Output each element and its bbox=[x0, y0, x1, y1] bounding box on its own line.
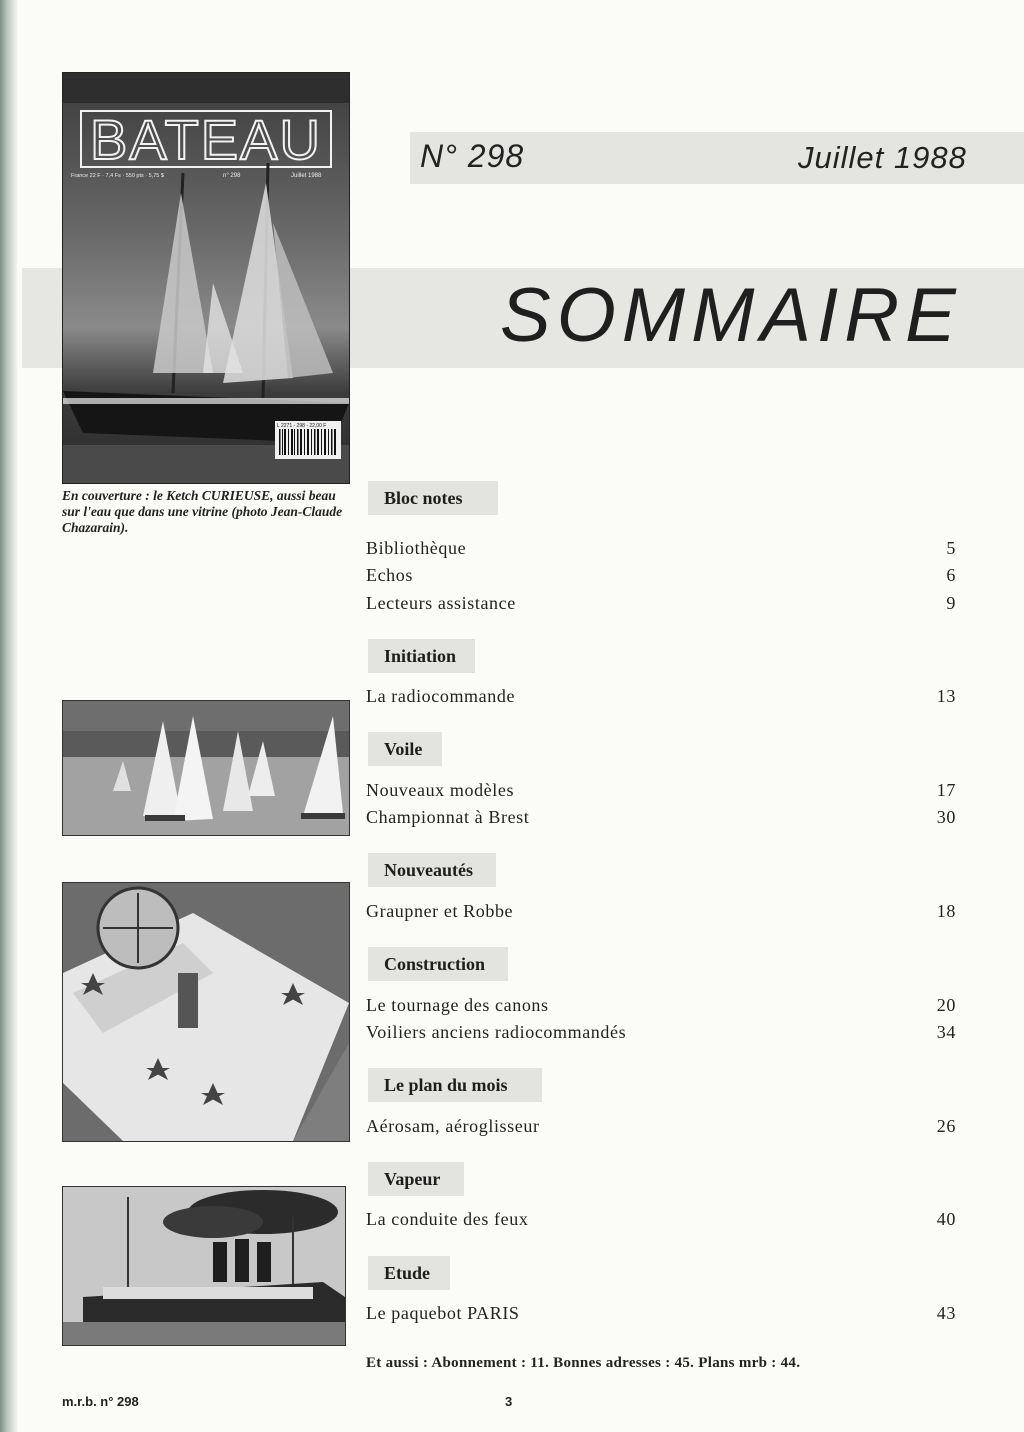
toc-item-page: 43 bbox=[936, 1303, 956, 1323]
toc-item-page: 34 bbox=[936, 1022, 956, 1042]
toc-item-title: Le paquebot PARIS bbox=[366, 1303, 520, 1323]
cover-title: BATEAU bbox=[90, 108, 322, 171]
toc-item-title: Echos bbox=[366, 565, 413, 585]
toc-item[interactable] bbox=[366, 1209, 956, 1233]
toc-item-page: 40 bbox=[936, 1209, 956, 1229]
issue-date: Juillet 1988 bbox=[798, 140, 967, 175]
toc-item-title: Graupner et Robbe bbox=[366, 901, 514, 921]
toc-item[interactable] bbox=[366, 780, 956, 804]
toc-item-title: Bibliothèque bbox=[366, 538, 467, 558]
toc-item-page: 17 bbox=[936, 780, 956, 800]
toc-item-title: Nouveaux modèles bbox=[366, 780, 515, 800]
cover-date: Juillet 1988 bbox=[291, 173, 322, 179]
section-construction: Construction bbox=[368, 947, 508, 981]
toc-item-title: Voiliers anciens radiocommandés bbox=[366, 1022, 627, 1042]
toc-item[interactable] bbox=[366, 995, 956, 1019]
page-edge bbox=[0, 0, 18, 1432]
toc-item-title: Championnat à Brest bbox=[366, 807, 530, 827]
toc-item-title: Le tournage des canons bbox=[366, 995, 549, 1015]
page-number: 3 bbox=[505, 1394, 513, 1409]
toc-item-page: 26 bbox=[936, 1116, 956, 1136]
section-nouveautes: Nouveautés bbox=[368, 853, 496, 887]
section-initiation: Initiation bbox=[368, 639, 475, 673]
barcode-text: L 2271 - 298 - 22,00 F bbox=[277, 423, 327, 429]
toc-item-title: La conduite des feux bbox=[366, 1209, 529, 1229]
section-plan-du-mois: Le plan du mois bbox=[368, 1068, 542, 1102]
toc-item-title: Lecteurs assistance bbox=[366, 593, 516, 613]
toc-item[interactable] bbox=[366, 1303, 956, 1327]
toc-item-page: 18 bbox=[936, 901, 956, 921]
toc-item[interactable] bbox=[366, 686, 956, 710]
issue-number: N° 298 bbox=[420, 138, 525, 174]
toc-item-page: 13 bbox=[936, 686, 956, 706]
cover-image bbox=[62, 72, 350, 484]
toc-item-page: 5 bbox=[946, 538, 956, 558]
section-etude: Etude bbox=[368, 1256, 450, 1290]
section-vapeur: Vapeur bbox=[368, 1162, 464, 1196]
cover-issue: n° 298 bbox=[223, 173, 241, 179]
toc-item[interactable] bbox=[366, 565, 956, 589]
toc-item[interactable] bbox=[366, 593, 956, 617]
toc-item[interactable] bbox=[366, 807, 956, 831]
et-aussi-line: Et aussi : Abonnement : 11. Bonnes adresses : 45. Plans mrb : 44. bbox=[366, 1355, 801, 1371]
toc-item[interactable] bbox=[366, 901, 956, 925]
magazine-reference: m.r.b. n° 298 bbox=[62, 1394, 139, 1409]
toc-item-page: 9 bbox=[946, 593, 956, 613]
page-title: SOMMAIRE bbox=[500, 273, 962, 358]
toc-item[interactable] bbox=[366, 1022, 956, 1046]
section-voile: Voile bbox=[368, 732, 442, 766]
regatta-photo bbox=[62, 700, 350, 836]
toc-item-title: La radiocommande bbox=[366, 686, 516, 706]
toc-item-page: 20 bbox=[936, 995, 956, 1015]
toc-item-page: 6 bbox=[946, 565, 956, 585]
toc-item[interactable] bbox=[366, 538, 956, 562]
paquebot-photo bbox=[62, 1186, 346, 1346]
hovercraft-photo bbox=[62, 882, 350, 1142]
cover-caption: En couverture : le Ketch CURIEUSE, aussi beau sur l'eau que dans une vitrine (photo Jean-Claude Chazarain). bbox=[62, 488, 343, 535]
toc-item-page: 30 bbox=[936, 807, 956, 827]
section-bloc-notes: Bloc notes bbox=[368, 481, 498, 515]
cover-price: France 22 F · 7,4 Fs · 550 pts · 5,75 $ bbox=[71, 173, 164, 179]
toc-item-title: Aérosam, aéroglisseur bbox=[366, 1116, 540, 1136]
toc-item[interactable] bbox=[366, 1116, 956, 1140]
